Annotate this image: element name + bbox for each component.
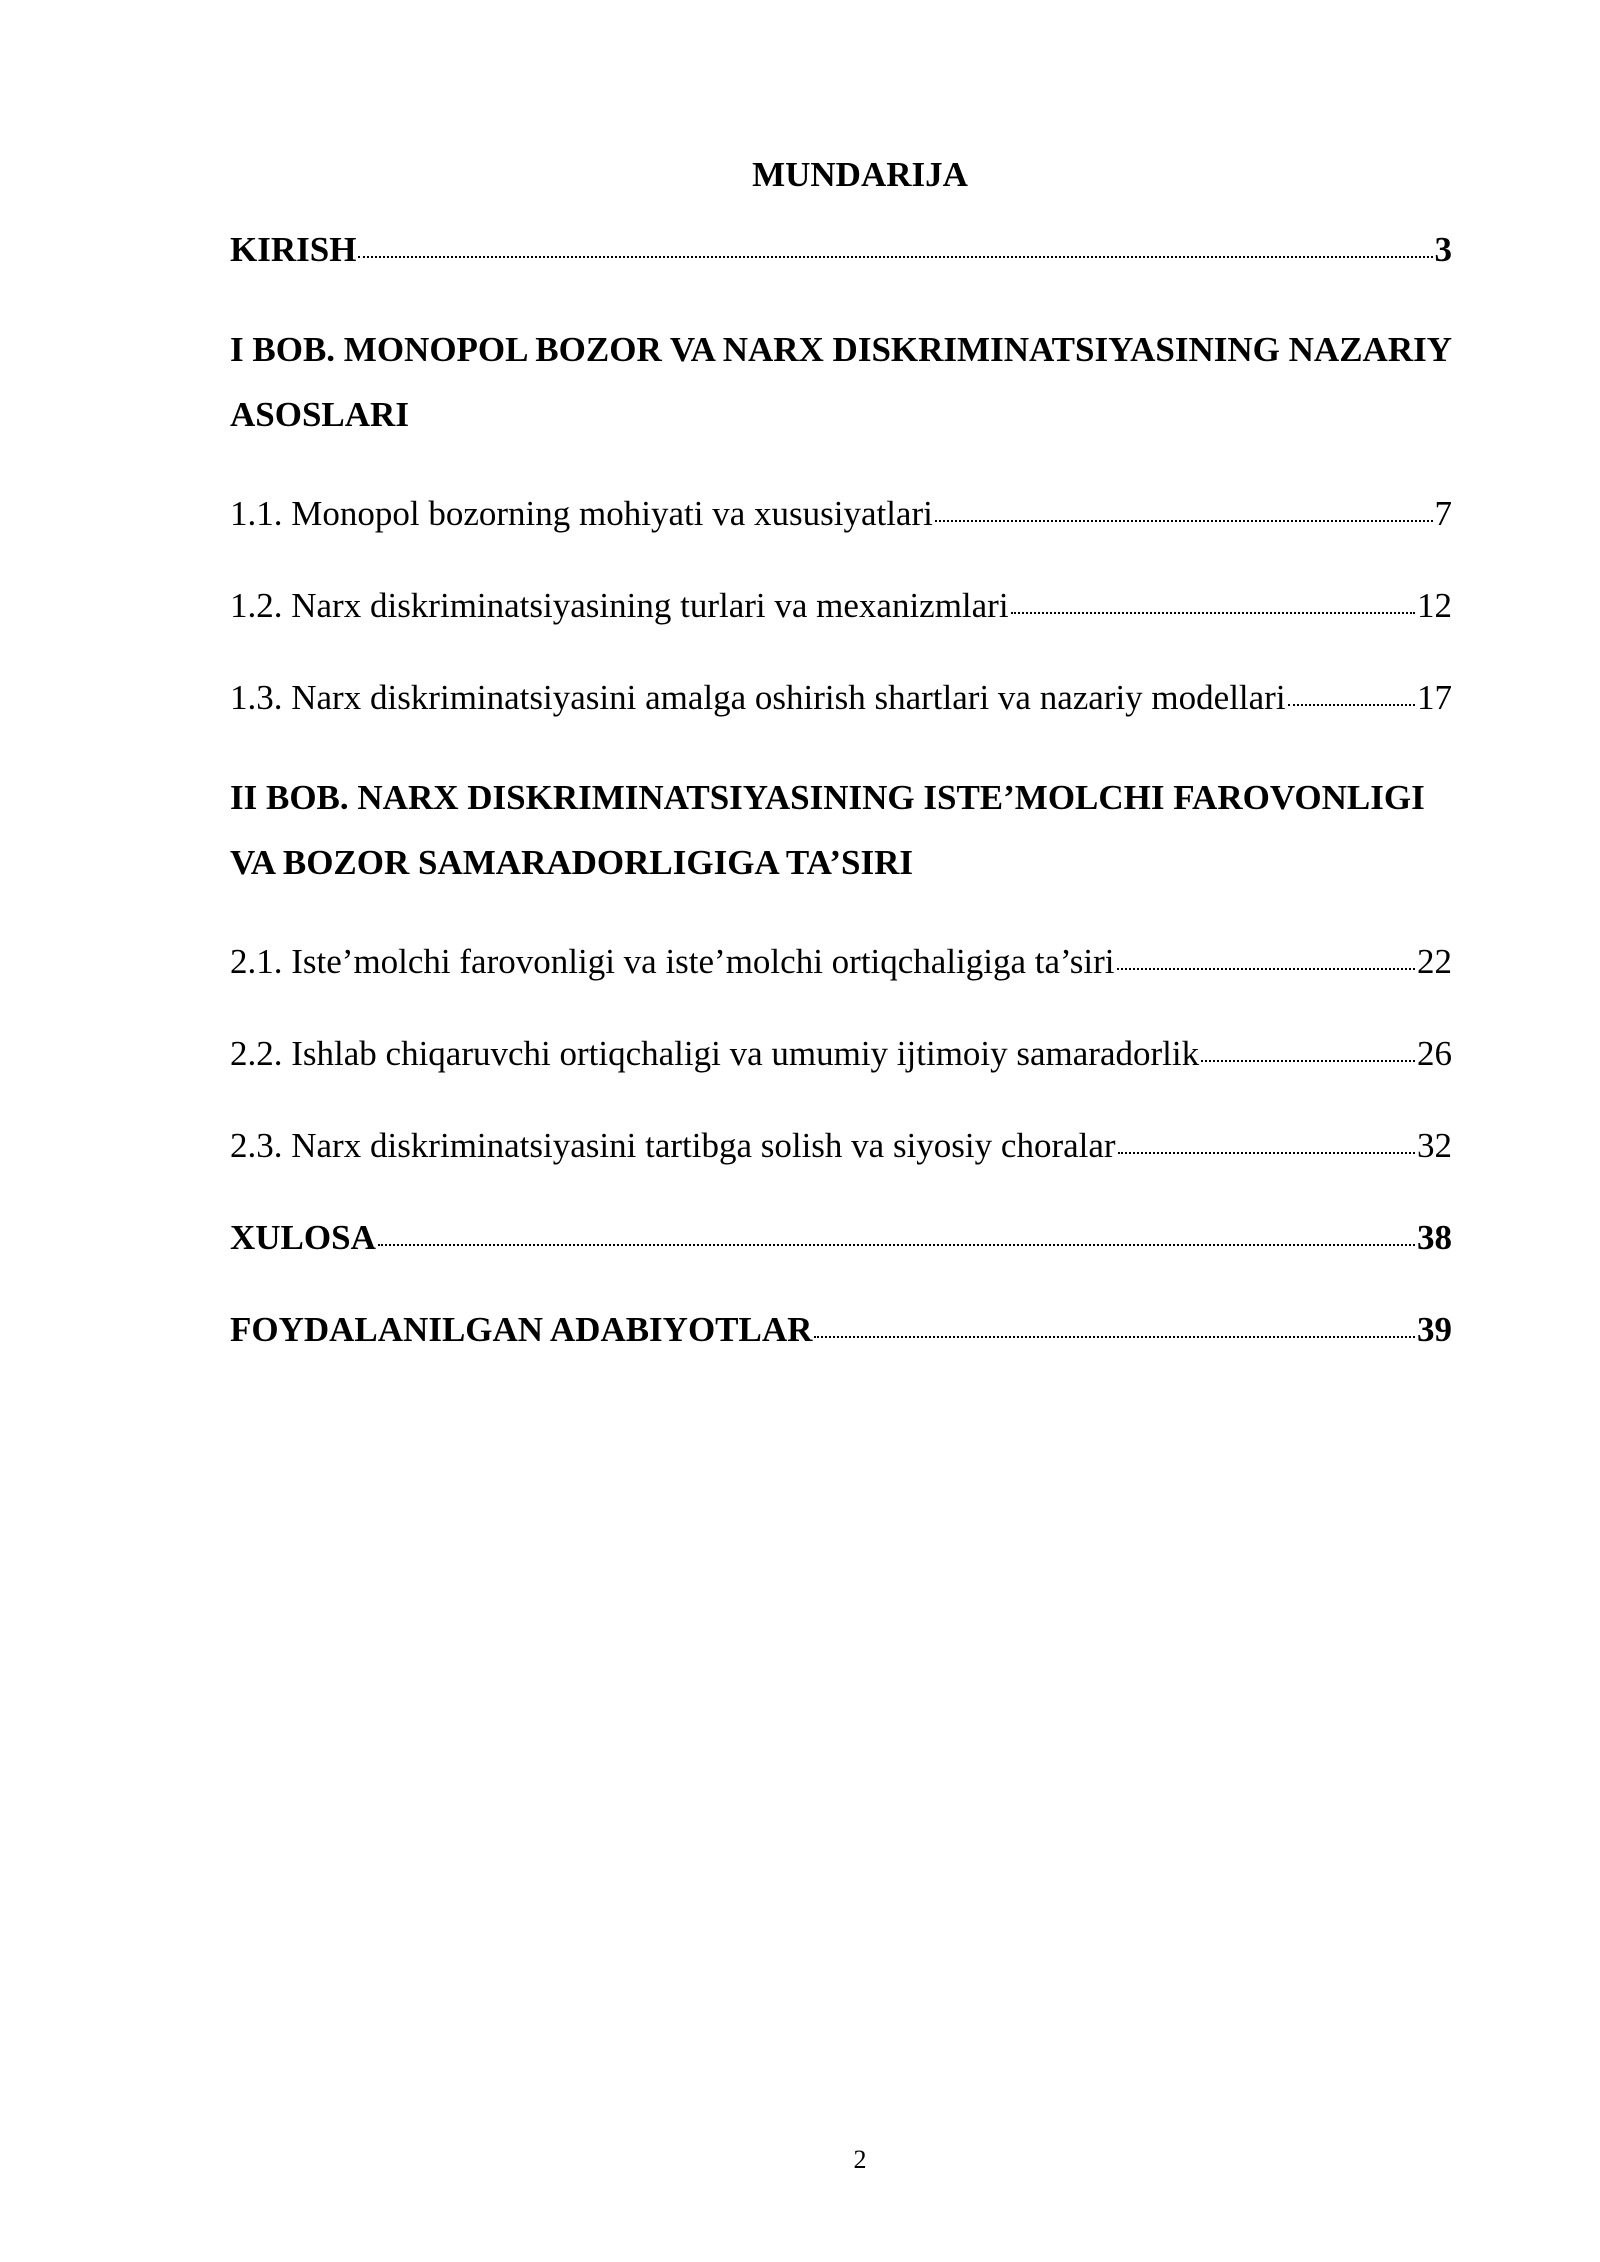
toc-entry-page: 38 [1417,1218,1452,1257]
toc-entry-2-2[interactable] [230,1029,1452,1079]
dot-leader [378,1244,1415,1246]
toc-entry-page: 17 [1417,678,1452,717]
dot-leader [1288,704,1415,706]
toc-entry-1-2[interactable] [230,581,1452,631]
dot-leader [935,520,1433,522]
toc-entry-label: 1.3. Narx diskriminatsiyasini amalga oshirish shartlari va nazariy modellari [230,678,1286,717]
toc-entry-kirish[interactable] [230,225,1452,275]
dot-leader [358,256,1432,258]
dot-leader [1117,968,1415,970]
toc-entry-label: 2.3. Narx diskriminatsiyasini tartibga solish va siyosiy choralar [230,1126,1116,1165]
dot-leader [1201,1060,1415,1062]
table-of-contents [230,225,1452,1355]
toc-entry-page: 26 [1417,1034,1452,1073]
toc-entry-page: 22 [1417,942,1452,981]
page-title: MUNDARIJA [752,155,968,194]
toc-entry-label: KIRISH [230,230,357,269]
toc-entry-1-1[interactable] [230,489,1452,539]
toc-chapter-1-heading[interactable]: I BOB. MONOPOL BOZOR VA NARX DISKRIMINATSIYASINING NAZARIY ASOSLARI [230,330,1451,434]
toc-entry-xulosa[interactable] [230,1213,1452,1263]
toc-entry-label: 2.2. Ishlab chiqaruvchi ortiqchaligi va umumiy ijtimoiy samaradorlik [230,1034,1200,1073]
dot-leader [1011,612,1415,614]
dot-leader [814,1336,1415,1338]
toc-entry-2-1[interactable] [230,937,1452,987]
dot-leader [1118,1152,1415,1154]
toc-entry-1-3[interactable] [230,673,1452,723]
toc-entry-page: 39 [1417,1310,1452,1349]
page-number: 2 [853,2145,867,2174]
toc-entry-page: 3 [1434,230,1452,269]
toc-entry-label: 1.1. Monopol bozorning mohiyati va xususiyatlari [230,494,933,533]
toc-entry-adabiyotlar[interactable] [230,1305,1452,1355]
toc-entry-label: 2.1. Iste’molchi farovonligi va iste’molchi ortiqchaligiga ta’siri [230,942,1115,981]
toc-entry-2-3[interactable] [230,1121,1452,1171]
toc-entry-page: 7 [1434,494,1452,533]
toc-entry-label: 1.2. Narx diskriminatsiyasining turlari va mexanizmlari [230,586,1009,625]
toc-entry-page: 32 [1417,1126,1452,1165]
toc-chapter-2-heading[interactable]: II BOB. NARX DISKRIMINATSIYASINING ISTE’MOLCHI FAROVONLIGI VA BOZOR SAMARADORLIGIGA TA’SIRI [230,778,1425,882]
toc-entry-label: XULOSA [230,1218,376,1257]
toc-entry-page: 12 [1417,586,1452,625]
toc-entry-label: FOYDALANILGAN ADABIYOTLAR [230,1310,813,1349]
